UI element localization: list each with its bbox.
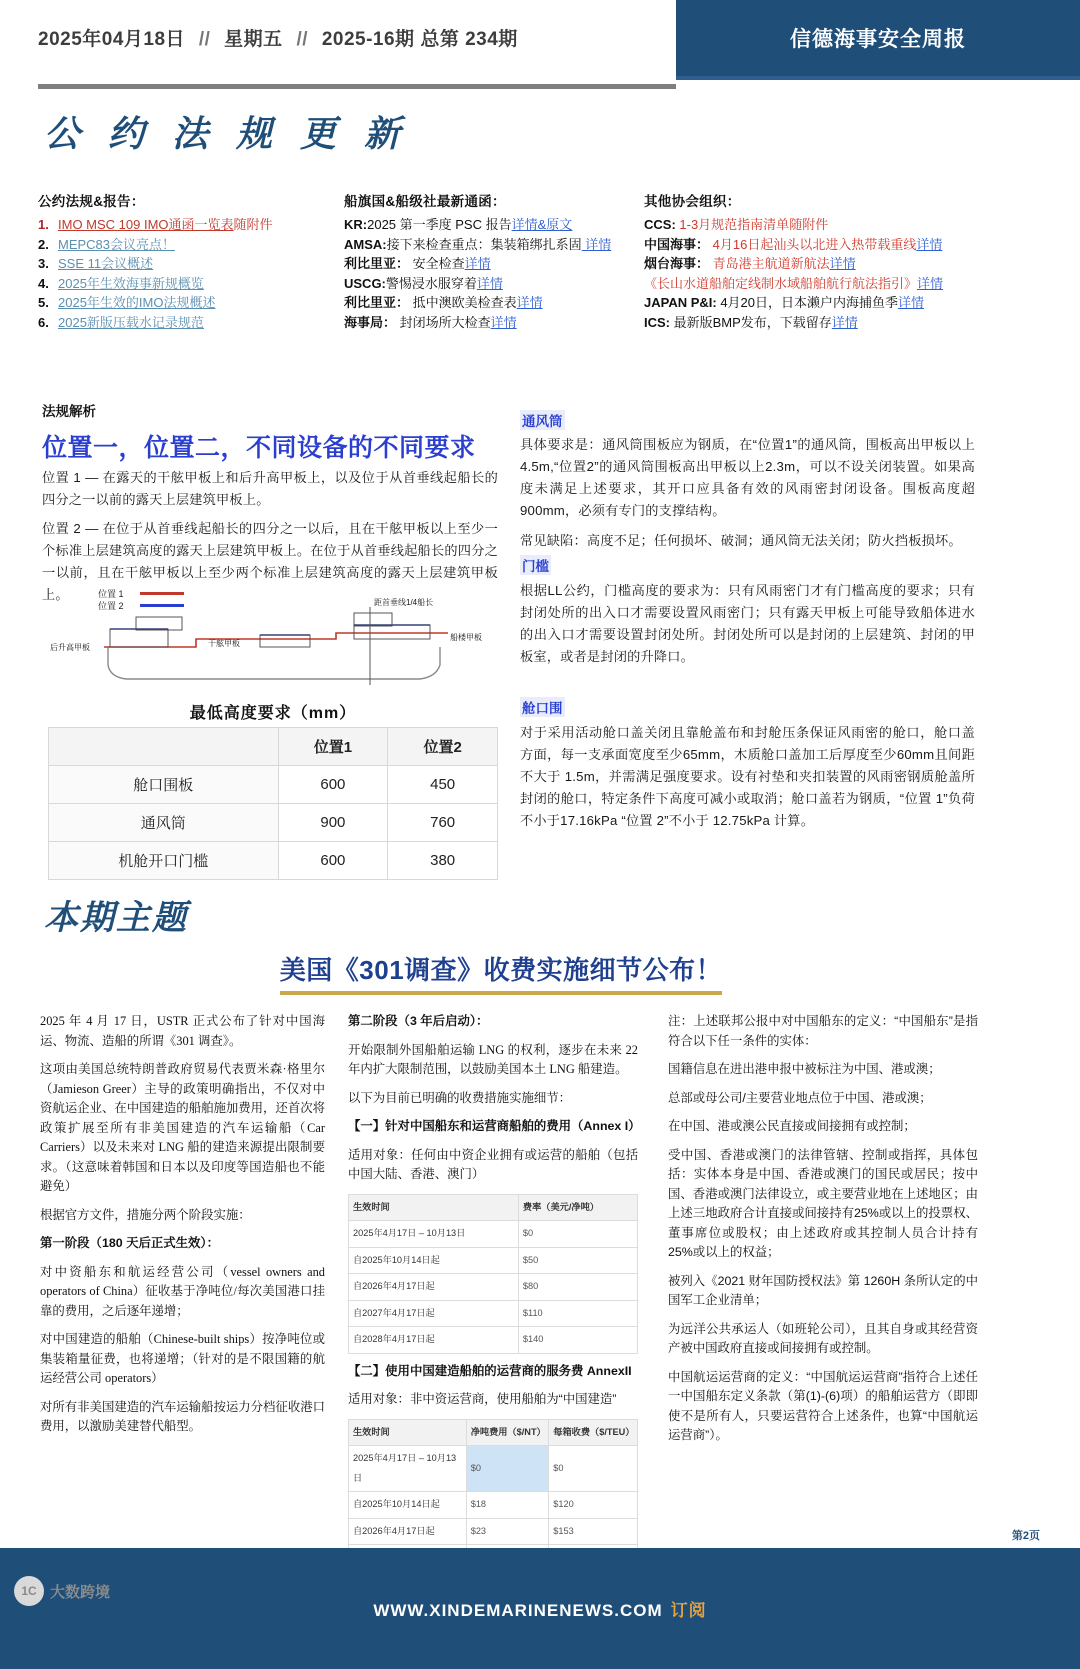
min-height-table-wrap	[48, 700, 498, 880]
detail-link[interactable]: 详情	[476, 275, 503, 291]
cell-rate: $50	[518, 1247, 637, 1274]
paragraph: 这项由美国总统特朗普政府贸易代表贾米森·格里尔（Jamieson Greer）主导的政策明确指出，不仅对中资航运企业、在中国建造的船舶施加费用，还首次将政策扩展至所有非美国建造的汽车运输船（Car Carriers）以及未来对 LNG 船的建造来源提出限制要求。（这意味着韩国和日本以及印度等国造船也不能避免）	[40, 1062, 325, 1193]
link-2025-new-rules[interactable]: 2025年生效海事新规概览	[58, 275, 204, 291]
link-sse11[interactable]: SSE 11会议概述	[58, 256, 154, 271]
link-tail: 随附件	[233, 217, 273, 232]
col-header-rate: 费率（美元/净吨）	[518, 1194, 637, 1221]
subheading-annex-2: 【二】使用中国建造船舶的运营商的服务费 AnnexII	[348, 1363, 632, 1378]
table-row	[349, 1221, 638, 1248]
entry-label: KR:	[344, 217, 368, 232]
cell-time: 2025年4月17日 – 10月13日	[349, 1221, 519, 1248]
cell-time: 自2026年4月17日起	[349, 1518, 467, 1545]
detail-link[interactable]: 详情	[581, 236, 612, 252]
cell-pos2: 760	[388, 804, 498, 842]
list-item[interactable]	[344, 254, 664, 274]
entry-text: 4月20日，日本濑户内海捕鱼季	[716, 295, 899, 310]
paragraph: 对中资船东和航运经营公司（vessel owners and operators of China）征收基于净吨位/每次美国港口挂靠的费用，之后逐年递增；	[40, 1264, 325, 1318]
list-number: 3.	[38, 256, 49, 271]
paragraph: 2025 年 4 月 17 日，USTR 正式公布了针对中国海运、物流、造船的所谓《301 调查》。	[40, 1014, 325, 1048]
table-row	[349, 1300, 638, 1327]
paragraph: 开始限制外国船舶运输 LNG 的权利，逐步在未来 22 年内扩大限制范围，以鼓励美国本土 LNG 船建造。	[348, 1042, 638, 1076]
cell-nt: $23	[466, 1518, 549, 1545]
paragraph: 以下为目前已明确的收费措施实施细节：	[348, 1090, 572, 1105]
paragraph-sill: 根据LL公约，门槛高度的要求为：只有风雨密门才有门槛高度的要求；只有封闭处所的出入口才需要设置风雨密门；只有露天甲板上可能导致船体进水的出入口才需要设置封闭处所。封闭处所可以是封闭的上层建筑、封闭的甲板室，或者是封闭的升降口。	[520, 583, 975, 664]
legend-swatch-blue	[140, 604, 184, 607]
table-row	[349, 1518, 638, 1545]
link-column-other-orgs	[644, 190, 1044, 332]
subscribe-link[interactable]: 订阅	[670, 1601, 707, 1620]
entry-text: 青岛港主航道新航法	[709, 256, 830, 271]
cell-time: 自2028年4月17日起	[349, 1327, 519, 1354]
subheading-phase-1: 第一阶段（180 天后正式生效）：	[40, 1236, 219, 1250]
paragraph: 为远洋公共承运人（如班轮公司），且其自身或其经营资产被中国政府直接或间接拥有或控制。	[668, 1321, 978, 1355]
entry-text: 封闭场所大检查	[396, 314, 491, 330]
list-item[interactable]	[644, 235, 1044, 255]
paragraph: 对所有非美国建造的汽车运输船按运力分档征收港口费用，以激励美建替代船型。	[40, 1399, 325, 1433]
regulation-analysis-headline: 位置一，位置二，不同设备的不同要求	[42, 434, 476, 462]
subheading-hatch-coaming: 舱口围	[520, 697, 565, 717]
masthead-weekday: 星期五	[224, 29, 283, 50]
paragraph-hatch-coaming: 对于采用活动舱口盖关闭且靠舱盖布和封舱压条保证风雨密的舱口，舱口盖方面，每一支承面宽度至少65mm，木质舱口盖加工后厚度至少60mm且间距不大于 1.5m，并需满足强度要求。设有衬垫和夹扣装置的风雨密钢质舱盖所封闭的舱口，特定条件下高度可减小或取消；舱口盖若为钢质，“位置 1”负荷不小于17.16kPa “位置 2”不小于 12.75kPa 计算。	[520, 725, 975, 828]
cell-item: 舱口围板	[49, 766, 279, 804]
legend-swatch-red	[140, 592, 184, 595]
cell-nt: $18	[466, 1492, 549, 1519]
paragraph-position-2: 位置 2 — 在位于从首垂线起船长的四分之一以后，且在干舷甲板以上至少一个标准上层建筑高度的露天上层建筑甲板上。在位于从首垂线起船长的四分之一以前，且在干舷甲板以上至少两个标准上层建筑高度的露天上层建筑甲板上。	[42, 521, 498, 602]
cell-time: 自2027年4月17日起	[349, 1300, 519, 1327]
cell-rate: $80	[518, 1274, 637, 1301]
list-item[interactable]	[38, 274, 358, 294]
list-item[interactable]	[38, 293, 358, 313]
detail-link[interactable]: 详情	[898, 295, 925, 310]
detail-link[interactable]: 详情	[917, 275, 944, 291]
cell-pos2: 380	[388, 842, 498, 880]
entry-label: 中国海事：	[644, 236, 710, 252]
masthead-separator-2: //	[296, 29, 309, 50]
footer-website[interactable]	[373, 1596, 706, 1621]
detail-link[interactable]: 详情&原文	[511, 217, 573, 232]
theme-banner	[216, 950, 786, 994]
fee-table-annex-1	[348, 1194, 638, 1354]
watermark-text: 大数跨境	[50, 1583, 111, 1601]
paragraph: 中国航运运营商的定义：“中国航运运营商”指符合上述任一中国船东定义条款（第(1)-(6)项）的船舶运营方（即即使不是所有人，只要运营符合上述条件，也算“中国航运运营商”）。	[668, 1369, 978, 1442]
masthead-separator-1: //	[198, 29, 211, 50]
article-column-2	[348, 1012, 641, 1606]
article-column-3	[668, 1012, 978, 1455]
link-column-heading: 其他协会组织：	[644, 194, 741, 209]
table-header-row	[349, 1194, 638, 1221]
header-rule-blue	[676, 76, 1080, 80]
col-header-teu-fee: 每箱收费（$/TEU）	[549, 1419, 638, 1446]
subheading-sill: 门槛	[520, 555, 551, 575]
entry-label: AMSA:	[344, 236, 387, 252]
link-2025-imo-rules[interactable]: 2025年生效的IMO法规概述	[58, 295, 216, 310]
watermark	[14, 1576, 110, 1606]
cell-time: 自2026年4月17日起	[349, 1274, 519, 1301]
detail-link[interactable]: 详情	[516, 295, 543, 310]
list-item[interactable]	[644, 254, 1044, 274]
detail-link[interactable]: 详情	[829, 256, 856, 271]
col-header-effective-time: 生效时间	[349, 1419, 467, 1446]
list-number: 6.	[38, 314, 49, 330]
table-row	[349, 1446, 638, 1492]
list-item[interactable]	[644, 215, 1044, 235]
link-columns	[38, 190, 1042, 360]
entry-text: 接下来检查重点：集装箱绑扎系固	[386, 236, 582, 252]
entry-text: 《长山水道船舶定线制水域船舶航行航法指引》	[644, 275, 918, 291]
entry-text: 最新版BMP发布，下载留存	[670, 314, 832, 330]
table-row	[49, 766, 498, 804]
watermark-logo-icon: 1C	[14, 1576, 44, 1606]
col-header-pos1: 位置1	[278, 728, 388, 766]
detail-link[interactable]: 详情	[490, 314, 517, 330]
cell-time: 自2025年10月14日起	[349, 1247, 519, 1274]
list-item[interactable]	[644, 313, 1044, 333]
masthead-dateline	[38, 24, 518, 51]
table-row	[349, 1327, 638, 1354]
cell-item: 机舱开口门槛	[49, 842, 279, 880]
list-number: 1.	[38, 217, 49, 232]
svg-text:干舷甲板: 干舷甲板	[208, 639, 240, 648]
cell-time: 2025年4月17日 – 10月13日	[349, 1446, 467, 1492]
paragraph: 根据官方文件，措施分两个阶段实施：	[40, 1207, 251, 1222]
link-column-heading: 船旗国&船级社最新通函：	[344, 194, 506, 209]
entry-text: 4月16日起汕头以北进入热带载重线	[709, 236, 917, 252]
entry-label: JAPAN P&I:	[644, 295, 717, 310]
svg-text:距首垂线1/4船长: 距首垂线1/4船长	[374, 598, 434, 607]
entry-label: CCS:	[644, 217, 676, 232]
table-row	[49, 804, 498, 842]
paragraph-applicability-2: 适用对象：非中资运营商，使用船舶为“中国建造”	[348, 1392, 617, 1406]
article-column-1	[40, 1012, 325, 1446]
list-number: 5.	[38, 295, 49, 310]
link-column-regulations	[38, 190, 358, 332]
footer-url-text: WWW.XINDEMARINENEWS.COM	[373, 1601, 663, 1620]
subheading-phase-2: 第二阶段（3 年后启动）：	[348, 1014, 489, 1028]
legend-label: 位置 1	[98, 588, 124, 599]
theme-banner-title: 美国《301调查》收费实施细节公布！	[280, 950, 722, 995]
table-row	[349, 1247, 638, 1274]
ship-position-diagram	[48, 585, 503, 695]
cell-teu: $0	[549, 1446, 638, 1492]
link-column-heading: 公约法规&报告：	[38, 194, 145, 209]
table-row	[49, 842, 498, 880]
cell-rate: $110	[518, 1300, 637, 1327]
cell-rate: $0	[518, 1221, 637, 1248]
cell-nt: $0	[466, 1446, 549, 1492]
cell-pos2: 450	[388, 766, 498, 804]
entry-label: 烟台海事：	[644, 256, 710, 271]
detail-link[interactable]: 详情	[831, 314, 858, 330]
entry-text: 抵中澳欧美检查表	[409, 295, 517, 310]
page-number: 第2页	[1011, 1530, 1040, 1542]
masthead	[0, 0, 1080, 76]
link-column-flag-class	[344, 190, 664, 332]
list-item[interactable]	[344, 274, 664, 294]
subheading-annex-1: 【一】针对中国船东和运营商船舶的费用（Annex I）	[348, 1119, 641, 1133]
entry-label: 海事局：	[344, 314, 397, 330]
header-rule-gray	[38, 84, 676, 89]
table-row	[349, 1274, 638, 1301]
list-item[interactable]	[344, 235, 664, 255]
legend-label: 位置 2	[98, 600, 124, 611]
col-header-pos2: 位置2	[388, 728, 498, 766]
regulation-analysis-tag: 法规解析	[42, 404, 96, 419]
col-header-effective-time: 生效时间	[349, 1194, 519, 1221]
list-item[interactable]	[38, 235, 358, 255]
table-header-row	[349, 1419, 638, 1446]
table-title: 最低高度要求（mm）	[189, 705, 357, 722]
paragraph-ventilator-defects: 常见缺陷：高度不足；任何损坏、破洞；通风筒无法关闭；防火挡板损坏。	[520, 533, 962, 548]
section-title-theme: 本期主题	[44, 899, 188, 937]
paragraph: 国籍信息在进出港申报中被标注为中国、港或澳；	[668, 1062, 941, 1076]
paragraph-applicability-1: 适用对象：任何由中资企业拥有或运营的船舶（包括中国大陆、香港、澳门）	[348, 1147, 638, 1181]
svg-text:船楼甲板: 船楼甲板	[450, 633, 482, 642]
paragraph: 对中国建造的船舶（Chinese-built ships）按净吨位或集装箱量征费，也将递增；（针对的是不限国籍的航运经营公司 operators）	[40, 1332, 325, 1385]
link-imo-msc-109[interactable]: IMO MSC 109 IMO通函一览表	[58, 217, 234, 232]
cell-pos1: 900	[278, 804, 388, 842]
paragraph-ventilator: 具体要求是：通风筒围板应为钢质，在“位置1”的通风筒，围板高出甲板以上4.5m,“位置2”的通风筒围板高出甲板以上2.3m，可以不设关闭装置。如果高度未满足上述要求，其开口应具备有效的风雨密封闭设备。围板高度超900mm，必须有专门的支撑结构。	[520, 437, 975, 518]
list-number: 4.	[38, 275, 49, 291]
detail-link[interactable]: 详情	[916, 236, 943, 252]
diagram-legend	[98, 587, 184, 611]
entry-label: ICS:	[644, 314, 670, 330]
footer-bar	[0, 1548, 1080, 1669]
link-ballast-water-record[interactable]: 2025新版压载水记录规范	[58, 314, 204, 330]
cell-time: 自2025年10月14日起	[349, 1492, 467, 1519]
list-item[interactable]	[38, 215, 358, 235]
min-height-table	[48, 727, 498, 880]
svg-text:后升高甲板: 后升高甲板	[50, 643, 90, 652]
paragraph: 被列入《2021 财年国防授权法》第 1260H 条所认定的中国军工企业清单；	[668, 1273, 978, 1307]
entry-text: 警惕浸水服穿着	[385, 275, 477, 291]
list-number: 2.	[38, 236, 49, 252]
masthead-date: 2025年04月18日	[38, 29, 186, 50]
legend-item-position-2	[98, 599, 184, 611]
cell-pos1: 600	[278, 842, 388, 880]
col-header-item	[49, 728, 279, 766]
entry-label: USCG:	[344, 275, 386, 291]
brand-badge: 信德海事安全周报	[676, 0, 1080, 76]
entry-text: 1-3月规范指南清单	[675, 217, 790, 232]
paragraph: 在中国、港或澳公民直接或间接拥有或控制；	[668, 1119, 916, 1133]
paragraph: 受中国、香港或澳门的法律管辖、控制或指挥，具体包括：实体本身是中国、香港或澳门的国民或居民；按中国、香港或澳门法律设立，或主要营业地在上述地区；由上述三地政府合计直接或间接持有25%或以上的投票权、董事席位或股权；由上述政府或其控制人员合计持有 25%或以上的权益；	[668, 1147, 978, 1259]
section-title-regulation-update: 公 约 法 规 更 新	[44, 113, 410, 154]
list-item[interactable]	[38, 254, 358, 274]
entry-text: 安全检查	[409, 256, 465, 271]
entry-text: 2025 第一季度 PSC 报告	[367, 217, 512, 232]
cell-item: 通风筒	[49, 804, 279, 842]
paragraph-position-1: 位置 1 — 在露天的干舷甲板上和后升高甲板上，以及位于从首垂线起船长的四分之一以前的露天上层建筑甲板上。	[42, 470, 498, 507]
entry-label: 利比里亚：	[344, 295, 410, 310]
list-item[interactable]	[344, 313, 664, 333]
list-item[interactable]	[38, 313, 358, 333]
paragraph: 注：上述联邦公报中对中国船东的定义：“中国船东”是指符合以下任一条件的实体：	[668, 1014, 978, 1048]
cell-rate: $140	[518, 1327, 637, 1354]
table-header-row	[49, 728, 498, 766]
cell-pos1: 600	[278, 766, 388, 804]
cell-teu: $120	[549, 1492, 638, 1519]
paragraph: 总部或母公司/主要营业地点位于中国、港或澳；	[668, 1090, 932, 1105]
col-header-nt-fee: 净吨费用（$/NT）	[466, 1419, 549, 1446]
link-mepc83[interactable]: MEPC83会议亮点！	[58, 236, 176, 252]
entry-label: 利比里亚：	[344, 256, 410, 271]
masthead-issue: 2025-16期 总第 234期	[321, 29, 518, 50]
legend-item-position-1	[98, 587, 184, 599]
list-item[interactable]	[344, 215, 664, 235]
detail-link[interactable]: 详情	[464, 256, 491, 271]
cell-teu: $153	[549, 1518, 638, 1545]
list-item[interactable]	[644, 293, 1044, 313]
list-item[interactable]	[644, 274, 1044, 294]
detail-link[interactable]: 随附件	[789, 217, 829, 232]
list-item[interactable]	[344, 293, 664, 313]
table-row	[349, 1492, 638, 1519]
subheading-ventilator: 通风筒	[520, 410, 565, 430]
